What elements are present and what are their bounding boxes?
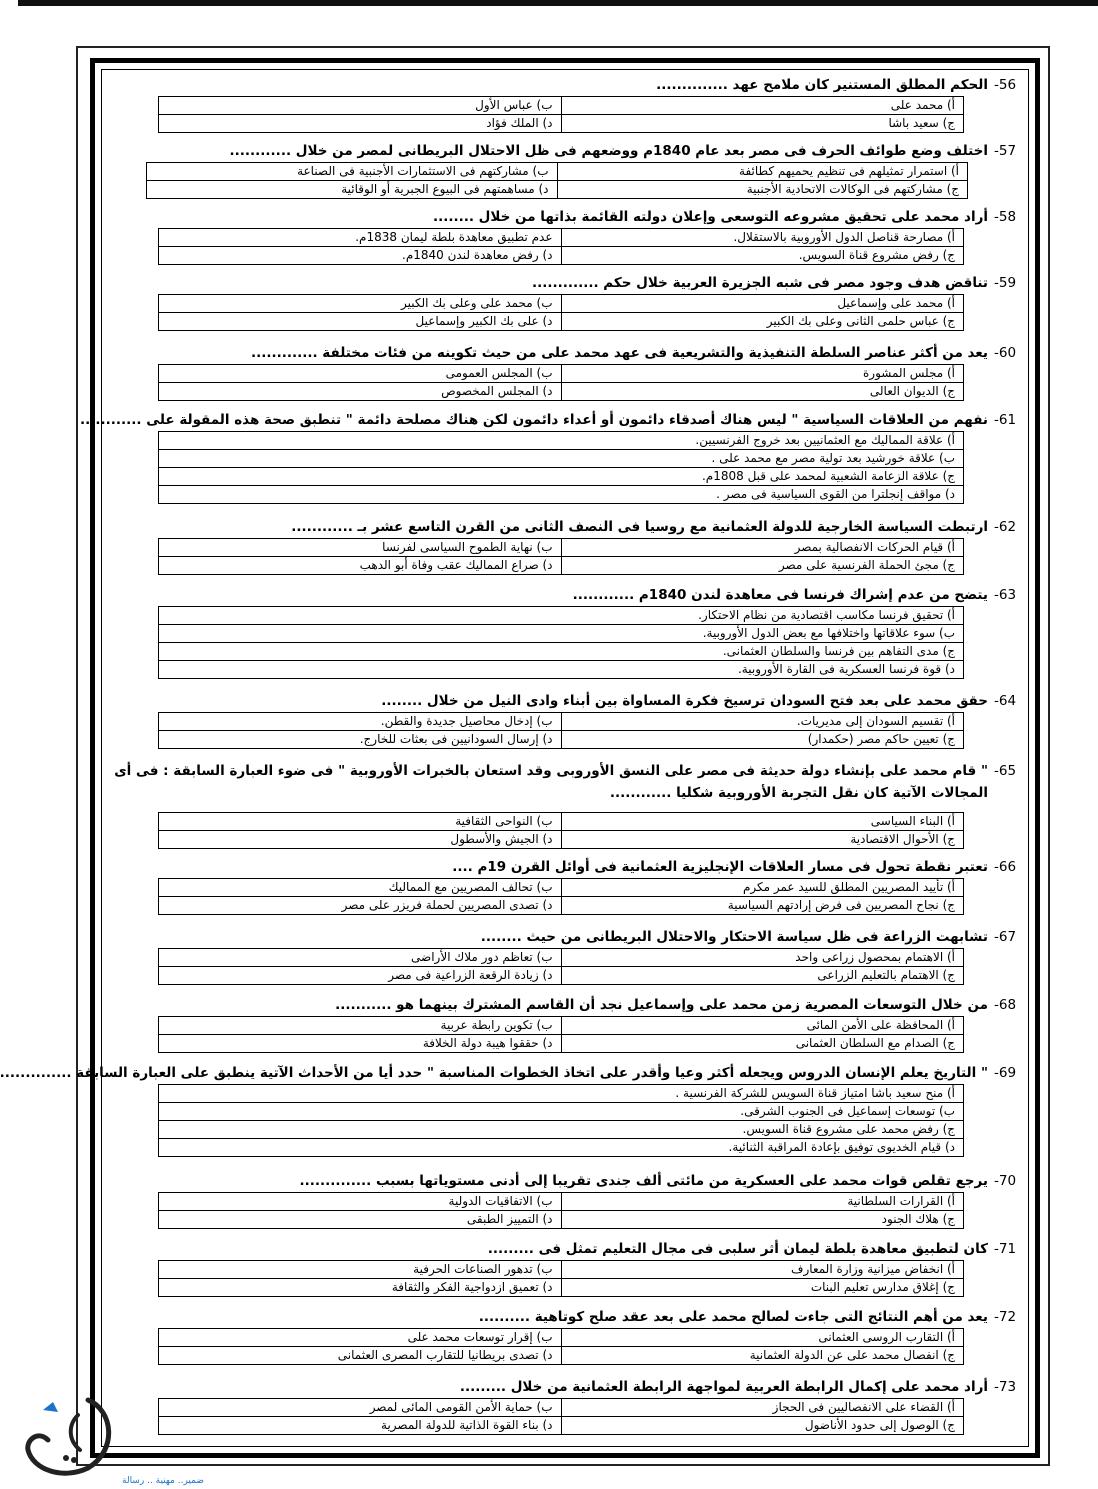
question-stem: يعد من أهم النتائج التى جاءت لصالح محمد على بعد عقد صلح كوتاهية ..........: [478, 1309, 988, 1325]
answer-option[interactable]: ب) إدخال محاصيل جديدة والقطن.: [159, 713, 562, 731]
options-row: [159, 1017, 964, 1035]
question-stem: حقق محمد على بعد فتح السودان ترسيخ فكرة المساواة بين أبناء وادى النيل من خلال ........: [381, 693, 988, 709]
question-number: -69: [994, 1065, 1017, 1081]
question-stem: يتضح من عدم إشراك فرنسا فى معاهدة لندن 1840م ............: [572, 587, 988, 603]
answer-option[interactable]: د) قيام الخديوى توفيق بإعادة المراقبة الثنائية.: [159, 1139, 964, 1157]
answer-option[interactable]: أ) استمرار تمثيلهم فى تنظيم يحميهم كطائفة: [557, 163, 968, 181]
options-row: [159, 1261, 964, 1279]
question-stem: " قام محمد على بإنشاء دولة حديثة فى مصر على النسق الأوروبى وقد استعان بالخبرات الأوروبية " فى ضوء العبارة السابقة : فى أى المجالات الآتية كان نقل التجربة الأوروبية شكليا ............: [114, 763, 988, 801]
question-stem: كان لتطبيق معاهدة بلطة ليمان أثر سلبى فى مجال التعليم تمثل فى .........: [487, 1241, 988, 1257]
options-table: [158, 431, 964, 504]
answer-option[interactable]: ب) مشاركتهم فى الاستثمارات الأجنبية فى الصناعة: [147, 163, 558, 181]
logo-tagline: ضمير.. مهنية .. رسالة: [122, 1476, 204, 1486]
question-number: -72: [994, 1309, 1017, 1325]
answer-option[interactable]: أ) مجلس المشورة: [561, 365, 964, 383]
answer-option[interactable]: ب) إقرار توسعات محمد على: [159, 1329, 562, 1347]
options-row: [159, 643, 964, 661]
answer-option[interactable]: د) الملك فؤاد: [159, 115, 562, 133]
answer-option[interactable]: د) التمييز الطبقى: [159, 1211, 562, 1229]
options-row: [159, 450, 964, 468]
options-table: [158, 1260, 964, 1297]
question-number: -68: [994, 997, 1017, 1013]
answer-option[interactable]: ب) توسعات إسماعيل فى الجنوب الشرقى.: [159, 1103, 964, 1121]
answer-option[interactable]: ب) عباس الأول: [159, 97, 562, 115]
answer-option[interactable]: ب) تحالف المصريين مع المماليك: [159, 879, 562, 897]
answer-option[interactable]: عدم تطبيق معاهدة بلطة ليمان 1838م.: [159, 229, 562, 247]
options-table: [158, 812, 964, 849]
answer-option[interactable]: د) مساهمتهم فى البيوع الجبرية أو الوقائية: [147, 181, 558, 199]
answer-option[interactable]: ب) الاتفاقيات الدولية: [159, 1193, 562, 1211]
options-row: [159, 897, 964, 915]
options-row: [159, 115, 964, 133]
answer-option[interactable]: أ) علاقة المماليك مع العثمانيين بعد خروج الفرنسيين.: [159, 432, 964, 450]
options-row: [159, 1329, 964, 1347]
answer-option[interactable]: ب) النواحى الثقافية: [159, 813, 562, 831]
options-table: [158, 606, 964, 679]
question-stem: من خلال التوسعات المصرية زمن محمد على وإسماعيل نجد أن القاسم المشترك بينهما هو ...........: [335, 997, 988, 1013]
question-number: -65: [994, 763, 1017, 779]
alhorreya-logo: [18, 1380, 204, 1489]
options-table: [158, 878, 964, 915]
question-number: -66: [994, 859, 1017, 875]
answer-option[interactable]: ج) إغلاق مدارس تعليم البنات: [561, 1279, 964, 1297]
answer-option[interactable]: د) تعميق ازدواجية الفكر والثقافة: [159, 1279, 562, 1297]
answer-option[interactable]: أ) محمد على وإسماعيل: [561, 295, 964, 313]
options-row: [159, 949, 964, 967]
questions-sheet: [0, 66, 1034, 1456]
answer-option[interactable]: ج) علاقة الزعامة الشعبية لمحمد على قبل 1808م.: [159, 468, 964, 486]
options-table: [158, 1192, 964, 1229]
options-table: [146, 162, 968, 199]
question-stem: " التاريخ يعلم الإنسان الدروس ويجعله أكثر وعيا وأقدر على اتخاذ الخطوات المناسبة " حدد أيا من الأحداث الآتية ينطبق على العبارة السابقة ..............: [0, 1065, 988, 1081]
question-stem: يرجع تقلص قوات محمد على العسكرية من مائتى ألف جندى تقريبا إلى أدنى مستوياتها بسبب ..............: [299, 1173, 988, 1189]
answer-option[interactable]: أ) تحقيق فرنسا مكاسب اقتصادية من نظام الاحتكار.: [159, 607, 964, 625]
options-row: [159, 486, 964, 504]
answer-option[interactable]: د) رفض معاهدة لندن 1840م.: [159, 247, 562, 265]
question-number: -67: [994, 929, 1017, 945]
answer-option[interactable]: ج) الديوان العالى: [561, 383, 964, 401]
answer-option[interactable]: ب) علاقة خورشيد بعد تولية مصر مع محمد على .: [159, 450, 964, 468]
options-row: [159, 625, 964, 643]
options-row: [159, 1211, 964, 1229]
question-number: -61: [994, 412, 1017, 428]
options-row: [159, 539, 964, 557]
answer-option[interactable]: د) تصدى المصريين لحملة فريزر على مصر: [159, 897, 562, 915]
options-row: [159, 1121, 964, 1139]
options-row: [147, 163, 968, 181]
question-stem: ارتبطت السياسة الخارجية للدولة العثمانية مع روسيا فى النصف الثانى من القرن التاسع عشر بـ ............: [291, 519, 988, 535]
options-row: [159, 97, 964, 115]
answer-option[interactable]: أ) التقارب الروسى العثمانى: [561, 1329, 964, 1347]
options-row: [159, 1417, 964, 1435]
answer-option[interactable]: أ) منح سعيد باشا امتياز قناة السويس للشركة الفرنسية .: [159, 1085, 964, 1103]
answer-option[interactable]: أ) القرارات السلطانية: [561, 1193, 964, 1211]
options-row: [159, 557, 964, 575]
options-row: [159, 879, 964, 897]
answer-option[interactable]: ج) عباس حلمى الثانى وعلى بك الكبير: [561, 313, 964, 331]
answer-option[interactable]: ج) مدى التفاهم بين فرنسا والسلطان العثمانى.: [159, 643, 964, 661]
options-row: [159, 383, 964, 401]
options-row: [159, 1139, 964, 1157]
answer-option[interactable]: د) الجيش والأسطول: [159, 831, 562, 849]
answer-option[interactable]: ج) الأحوال الاقتصادية: [561, 831, 964, 849]
answer-option[interactable]: ب) تكوين رابطة عربية: [159, 1017, 562, 1035]
options-table: [158, 1328, 964, 1365]
question-stem: تشابهت الزراعة فى ظل سياسة الاحتكار والاحتلال البريطانى من حيث ........: [480, 929, 988, 945]
question-number: -63: [994, 587, 1017, 603]
options-row: [159, 365, 964, 383]
options-table: [158, 538, 964, 575]
question-stem: أراد محمد على تحقيق مشروعه التوسعى وإعلان دولته القائمة بذاتها من خلال ........: [432, 209, 988, 225]
answer-option[interactable]: ج) رفض محمد على مشروع قناة السويس.: [159, 1121, 964, 1139]
answer-option[interactable]: ب) المجلس العمومى: [159, 365, 562, 383]
options-row: [159, 1193, 964, 1211]
question-number: -57: [994, 143, 1017, 159]
answer-option[interactable]: أ) تأييد المصريين المطلق للسيد عمر مكرم: [561, 879, 964, 897]
options-row: [159, 1347, 964, 1365]
question-stem: أراد محمد على إكمال الرابطة العربية لمواجهة الرابطة العثمانية من خلال .........: [459, 1379, 988, 1395]
answer-option[interactable]: ج) مجئ الحملة الفرنسية على مصر: [561, 557, 964, 575]
question-stem: تناقض هدف وجود مصر فى شبه الجزيرة العربية خلال حكم .............: [531, 275, 988, 291]
question-number: -70: [994, 1173, 1017, 1189]
answer-option[interactable]: ب) محمد على وعلى بك الكبير: [159, 295, 562, 313]
answer-option[interactable]: ج) الصدام مع السلطان العثمانى: [561, 1035, 964, 1053]
answer-option[interactable]: ج) تعيين حاكم مصر (حكمدار): [561, 731, 964, 749]
answer-option[interactable]: أ) تقسيم السودان إلى مديريات.: [561, 713, 964, 731]
question-stem: الحكم المطلق المستنير كان ملامح عهد ..............: [656, 77, 988, 93]
options-row: [159, 661, 964, 679]
question-number: -56: [994, 77, 1017, 93]
answer-option[interactable]: ج) مشاركتهم فى الوكالات الاتحادية الأجنبية: [557, 181, 968, 199]
options-table: [158, 712, 964, 749]
answer-option[interactable]: د) قوة فرنسا العسكرية فى القارة الأوروبية.: [159, 661, 964, 679]
answer-option[interactable]: د) إرسال السودانيين فى بعثات للخارج.: [159, 731, 562, 749]
answer-option[interactable]: أ) قيام الحركات الانفصالية بمصر: [561, 539, 964, 557]
answer-option[interactable]: ب) تعاظم دور ملاك الأراضى: [159, 949, 562, 967]
options-row: [159, 313, 964, 331]
answer-option[interactable]: ج) رفض مشروع قناة السويس.: [561, 247, 964, 265]
answer-option[interactable]: د) تصدى بريطانيا للتقارب المصرى العثمانى: [159, 1347, 562, 1365]
options-table: [158, 1398, 964, 1435]
question-number: -60: [994, 345, 1017, 361]
answer-option[interactable]: د) زيادة الرقعة الزراعية فى مصر: [159, 967, 562, 985]
options-table: [158, 294, 964, 331]
answer-option[interactable]: د) حققوا هيبة دولة الخلافة: [159, 1035, 562, 1053]
answer-option[interactable]: د) بناء القوة الذاتية للدولة المصرية: [159, 1417, 562, 1435]
question-number: -62: [994, 519, 1017, 535]
options-row: [159, 831, 964, 849]
answer-option[interactable]: أ) مصارحة قناصل الدول الأوروبية بالاستقلال.: [561, 229, 964, 247]
answer-option[interactable]: أ) القضاء على الانفصاليين فى الحجاز: [561, 1399, 964, 1417]
options-row: [159, 1279, 964, 1297]
options-table: [158, 1084, 964, 1157]
answer-option[interactable]: د) المجلس المخصوص: [159, 383, 562, 401]
answer-option[interactable]: د) صراع المماليك عقب وفاة أبو الدهب: [159, 557, 562, 575]
options-row: [159, 229, 964, 247]
options-table: [158, 1016, 964, 1053]
options-table: [158, 364, 964, 401]
question-number: -58: [994, 209, 1017, 225]
answer-option[interactable]: أ) البناء السياسى: [561, 813, 964, 831]
options-row: [159, 1103, 964, 1121]
answer-option[interactable]: ج) نجاح المصريين فى فرض إرادتهم السياسية: [561, 897, 964, 915]
options-table: [158, 228, 964, 265]
question-stem: نفهم من العلاقات السياسية " ليس هناك أصدقاء دائمون أو أعداء دائمون لكن هناك مصلحة دائمة " تنطبق صحة هذه المقولة على ............: [79, 412, 988, 428]
question-number: -73: [994, 1379, 1017, 1395]
answer-option[interactable]: أ) الاهتمام بمحصول زراعى واحد: [561, 949, 964, 967]
options-row: [159, 1085, 964, 1103]
options-row: [159, 967, 964, 985]
options-row: [159, 295, 964, 313]
options-row: [159, 731, 964, 749]
options-row: [159, 607, 964, 625]
options-row: [159, 713, 964, 731]
options-table: [158, 96, 964, 133]
top-edge-bar: [18, 0, 1098, 6]
options-row: [159, 1399, 964, 1417]
answer-option[interactable]: ب) سوء علاقاتها واختلافها مع بعض الدول الأوروبية.: [159, 625, 964, 643]
answer-option[interactable]: أ) محمد على: [561, 97, 964, 115]
answer-option[interactable]: ج) انفصال محمد على عن الدولة العثمانية: [561, 1347, 964, 1365]
answer-option[interactable]: د) مواقف إنجلترا من القوى السياسية فى مصر .: [159, 486, 964, 504]
answer-option[interactable]: ب) تدهور الصناعات الحرفية: [159, 1261, 562, 1279]
question-stem: اختلف وضع طوائف الحرف فى مصر بعد عام 1840م ووضعهم فى ظل الاحتلال البريطانى لمصر من خلال ............: [229, 143, 988, 159]
options-row: [159, 1035, 964, 1053]
options-row: [159, 813, 964, 831]
options-row: [159, 247, 964, 265]
answer-option[interactable]: ج) سعيد باشا: [561, 115, 964, 133]
answer-option[interactable]: ب) نهاية الطموح السياسى لفرنسا: [159, 539, 562, 557]
options-row: [147, 181, 968, 199]
answer-option[interactable]: أ) المحافظة على الأمن المائى: [561, 1017, 964, 1035]
answer-option[interactable]: ب) حماية الأمن القومى المائى لمصر: [159, 1399, 562, 1417]
answer-option[interactable]: ج) هلاك الجنود: [561, 1211, 964, 1229]
question-stem: يعد من أكثر عناصر السلطة التنفيذية والتشريعية فى عهد محمد على من حيث تكوينه من فئات مختلفة .............: [250, 345, 988, 361]
answer-option[interactable]: ج) الوصول إلى حدود الأناضول: [561, 1417, 964, 1435]
question-number: -71: [994, 1241, 1017, 1257]
answer-option[interactable]: د) على بك الكبير وإسماعيل: [159, 313, 562, 331]
answer-option[interactable]: أ) انخفاض ميزانية وزارة المعارف: [561, 1261, 964, 1279]
options-row: [159, 432, 964, 450]
question-number: -59: [994, 275, 1017, 291]
options-table: [158, 948, 964, 985]
answer-option[interactable]: ج) الاهتمام بالتعليم الزراعى: [561, 967, 964, 985]
options-row: [159, 468, 964, 486]
question-stem: تعتبر نقطة تحول فى مسار العلاقات الإنجليزية العثمانية فى أوائل القرن 19م ....: [452, 859, 988, 875]
question-number: -64: [994, 693, 1017, 709]
